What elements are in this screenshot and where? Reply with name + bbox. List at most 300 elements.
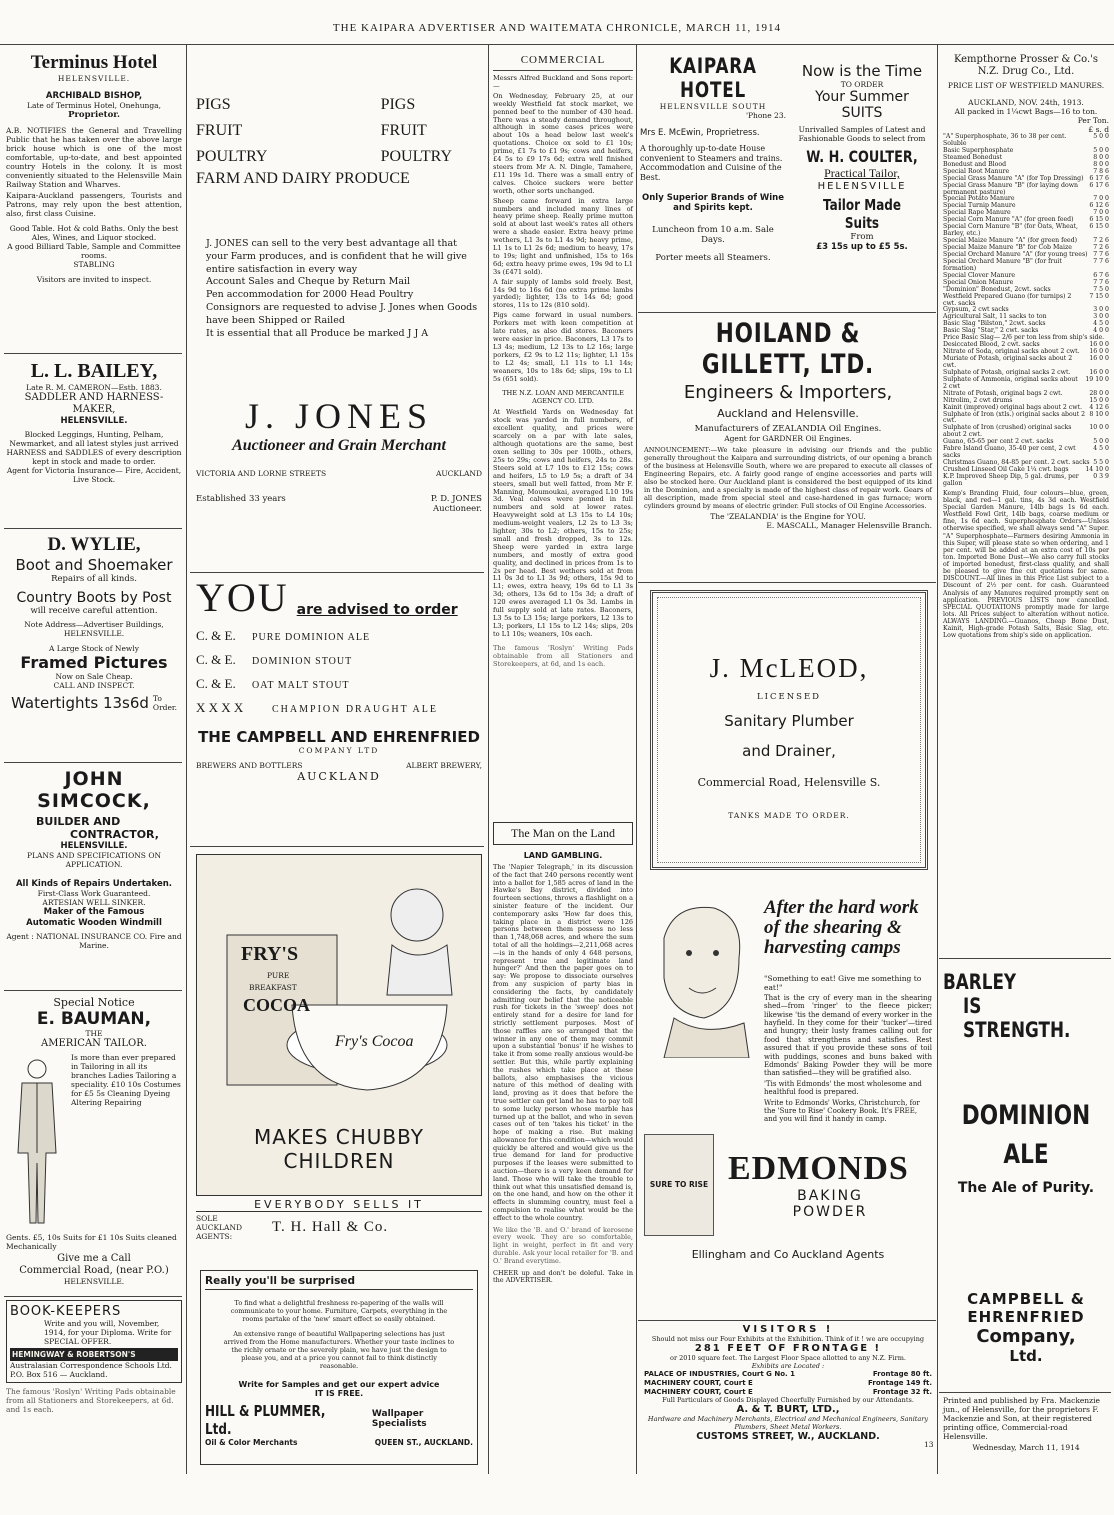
ad-framed: Framed Pictures — [20, 653, 168, 673]
ad-line: or 2010 square feet. The Largest Floor Space allotted to any N.Z. Firm. — [670, 1354, 906, 1362]
manure-row — [943, 474, 1109, 488]
ad-note: Late R. M. CAMERON—Estb. 1883. — [26, 383, 162, 392]
manure-price: 28 0 0 — [1089, 389, 1109, 397]
manure-price: 0 3 9 — [1093, 472, 1109, 480]
ad-footer: The famous 'Roslyn' Writing Pads obtainable from all Stationers and Storekeepers, at 6d. and 1s each. — [6, 1387, 176, 1414]
ad-sinker: ARTESIAN WELL SINKER. — [42, 898, 146, 908]
manure-name: Special Corn Manure "A" (for green feed) — [943, 216, 1074, 224]
manure-name: Westfield Prepared Guano (for turnips) 2 cwt. sacks — [943, 292, 1072, 307]
burt-row-value: Frontage 32 ft. — [872, 1387, 932, 1396]
ad-place: HELENSVILLE — [817, 181, 907, 192]
header-rule — [0, 44, 1114, 45]
manure-price: 7 2 6 — [1093, 244, 1109, 251]
jones-body — [206, 238, 480, 341]
frys-brand: FRY'S — [241, 943, 299, 965]
manure-price: 5 0 0 — [1093, 146, 1109, 154]
manure-name: Special Potato Manure — [943, 195, 1015, 203]
manure-name: Sulphate of Iron (xtls.) original sacks about 2 cwt. — [943, 410, 1086, 425]
ad-surprised: Really you'll be surprised — [205, 1275, 473, 1290]
ad-place: HELENSVILLE. — [63, 1277, 125, 1287]
ad-maker: Maker of the Famous — [43, 907, 145, 918]
ad-body: Good Table. Hot & cold Baths. Only the best Ales, Wines, and Liquor stocked. — [9, 224, 179, 243]
hoiland-gillett-ad — [644, 318, 932, 530]
manure-name: Special Maize Manure "B" for Cob Maize — [943, 244, 1072, 251]
article-subhead: LAND GAMBLING. — [523, 851, 603, 860]
manure-name: Special Maize Manure "A" (for green feed) — [943, 237, 1078, 245]
ad-trade: AMERICAN TAILOR. — [41, 1038, 147, 1050]
manure-name: Crushed Linseed Oil Cake 1¼ cwt. bags — [943, 466, 1069, 473]
article-paragraph: The 'Napier Telegraph,' in its discussion of the fact that 240 persons recently went into a ballot for 1,585 acres of land in the Hawke's Bay district, divided into fourteen sections, throws a flashlight on a sinister feature of the incident. Our contemporary asks 'How far does this, taking place in a district were 126 persons between them possess no less than 1,748,068 acres, and where the sum total of all the holdings—2,211,068 acres—is in the hands of only 4 648 persons, represent true and legitimate land hunger?' And then the paper goes on to say: We propose to dissociate ourselves from any suspicion of party bias in considering the facts, by candidately admitting our belief that the noticeable rush for tickets in the 'sweep' does not entirely stand for a desire for land for strictly settlement purposes. Most of those raffles are so arranged that the winner in any one of them may commit upon a substantial 'bonus' if he wishes to take it from some really anxious would-be settler. But this, while partly explaining the rushes which take place at these ballots, also emphasises the vicious nature of this method of dealing with land, proving as it does that before the true settler can get land he has to pay toll to some lucky person whose marble has turned up at the ballot, and who in seven cases out of ten 'takes his ticket' in the hope of making a rise. But making allowance for this condition—which would quickly be altered and would give us the true demand for land for productive purposes if the leases were submitted to auction—there is a very keen demand for land. Those who will take the trouble to think out what this unsatisfied demand is, on the one hand, and how on the other it effects in slumming country, must feel a compulsion to realise what would be the effect to the whole country. — [493, 863, 633, 1222]
article-intro: Messrs Alfred Buckland and Sons report:— — [493, 74, 633, 90]
manure-price: 7 7 6 — [1093, 278, 1109, 286]
manure-price: 7 8 6 — [1093, 167, 1109, 175]
page-number: 13 — [924, 1440, 934, 1449]
manure-row — [943, 446, 1109, 460]
frys-pure: PURE — [267, 971, 290, 980]
manure-name: Nitrate of Soda, original sacks about 2 cwt. — [943, 348, 1080, 356]
ad-company2: COMPANY LTD — [298, 746, 380, 755]
article-paragraph: At Westfield Yards on Wednesday fat stock was yarded in full numbers, of excellent quality, and prices were scarcely on a par with late sales, although quotations are the same, best oxen selling to 30s per 100lb., others, 25s to 29s; cows and heifers, 24s to 28s. Steers sold at L7 10s to £12 15s; cows and heifers, L5 to L9 5s; a draft of 34 steers, small but well fatted, from Mr F. Manning, Moumoukai, averaged L10 19s 3d. Veal calves were penned in full numbers and sold at lower rates. Heavyweight sold at L3 15s to L4 10s; medium-weight vealers, L2 2s to L3 3s; lighter, 30s to L2; others, 15s to 25s; small and fresh dropped, 3s to 12s. Sheep were yarded in extra large numbers, and mostly of extra good quality, and declined in prices from 1s to 2s per head. Best wethers sold at from L1 0s 3d to L1 3s 9d; others, 15s 9d to L1; ewes, extra heavy, 19s 6d to L1 3s 3d; others, 13s 6d to 15s 3d; a draft of 120 ewes averaged L1 0s 3d. Lambs in full supply sold at late rates. Baconers, L3 5s to L3 15s; large porkers, L2 13s to L3; porkers, L1 15s to L2 14s; slips, 20s to L1 10s; weaners, 10s each. — [493, 408, 633, 638]
jones-line: It is essential that all Produce be marked J J A — [206, 327, 429, 339]
column-rule — [488, 44, 489, 1474]
column-rule — [937, 44, 938, 1474]
manure-price: 6 12 6 — [1089, 202, 1109, 210]
ad-body: An extensive range of beautiful Wallpapering selections has just arrived from the Home manufacturers. Whether your taste inclines to the richly ornate or the severely plain, we have just the design to please you, and at a price you cannot fail to think distinctly reasonable. — [223, 1330, 455, 1370]
commercial-article — [493, 54, 633, 668]
ad-windmill: Automatic Wooden Windmill — [26, 917, 162, 928]
ad-name: P. D. JONES — [430, 494, 482, 504]
manure-price-table — [943, 134, 1109, 488]
manure-row — [943, 294, 1109, 308]
ad-and: and Drainer, — [742, 742, 836, 761]
manure-price: 15 0 0 — [1089, 396, 1109, 404]
ad-title: KAIPARA HOTEL — [669, 54, 757, 102]
manure-price: 7 15 0 — [1089, 292, 1109, 300]
ad-currency: £ s. d — [1088, 125, 1109, 134]
ad-now: Now is the Time — [801, 62, 923, 80]
ad-name: W. H. COULTER, — [806, 147, 918, 166]
ad-trade: SADDLER AND HARNESS-MAKER, — [24, 392, 164, 415]
ad-visitors: VISITORS ! — [742, 1324, 834, 1335]
manure-price: 3 0 0 — [1093, 306, 1109, 314]
ad-notice: Special Notice — [53, 996, 135, 1009]
ad-price: £3 15s up to £5 5s. — [816, 242, 908, 253]
ad-company: THE CAMPBELL AND EHRENFRIED — [198, 728, 480, 746]
manure-name: Nitrolim, 2 cwt drums — [943, 396, 1013, 404]
ad-zealandia: The 'ZEALANDIA' is the Engine for YOU. — [710, 512, 866, 522]
manure-name: Special Grass Manure "A" (for Top Dressing) — [943, 174, 1084, 182]
manure-price: 16 0 0 — [1089, 355, 1109, 362]
jones-ad — [196, 395, 482, 514]
ad-phone: 'Phone 23. — [745, 111, 786, 120]
manure-name: Sulphate of Potash, original sacks 2 cwt. — [943, 368, 1071, 376]
ad-repairs: Repairs of all kinds. — [51, 574, 137, 584]
ad-body: Write and you will, November, 1914, for your Diploma. Write for SPECIAL OFFER. — [44, 1319, 172, 1346]
ad-quote: "Something to eat! Give me something to eat!" — [764, 973, 922, 992]
ad-price-list: PRICE LIST OF WESTFIELD MANURES. — [947, 81, 1105, 90]
manure-price: 19 10 0 — [1085, 375, 1109, 383]
ad-firm: HILL & PLUMMER, Ltd. — [205, 1402, 326, 1439]
farm-dairy-heading: FARM AND DAIRY PRODUCE — [196, 170, 410, 187]
manure-price: 6 17 6 — [1089, 174, 1109, 182]
ad-licensed: LICENSED — [757, 692, 821, 702]
ad-place: HELENSVILLE. — [57, 74, 131, 83]
ad-porter: Porter meets all Steamers. — [655, 253, 771, 264]
pigs-left: FRUIT — [196, 122, 243, 139]
ad-title: E. BAUMAN, — [36, 1009, 152, 1030]
ad-agent: Agent for GARDNER Oil Engines. — [724, 434, 852, 444]
article-note: We like the 'B. and O.' brand of kerosene every week. They are so comfortable, light in weight, perfect in fit and very durable. Ask your local retailer for 'B. and O.' Brand everytime. — [493, 1225, 633, 1265]
ad-advised: are advised to order — [296, 602, 458, 618]
frys-agents: T. H. Hall & Co. — [272, 1219, 389, 1235]
manure-name: "A" Superphosphate, 36 to 38 per cent. Soluble — [943, 133, 1067, 147]
ad-the: THE — [85, 1029, 103, 1039]
ad-name: A. & T. BURT, LTD., — [736, 1404, 840, 1416]
ad-body: A.B. NOTIFIES the General and Travelling Public that he has taken over the above large brick house which is one of the most comfortable, up-to-date, and best appointed country Hotels in the colony. It is most conveniently situated to the Helensville Main Railway Station and Wharves. — [6, 126, 182, 190]
burt-ad — [644, 1324, 932, 1442]
ad-trade: Sanitary Plumber — [724, 712, 854, 731]
ad-sub: Engineers & Importers, — [683, 382, 893, 403]
ad-call: CALL AND INSPECT. — [53, 681, 135, 691]
tailor-figure-illustration — [6, 1053, 68, 1233]
article-paragraph: A fair supply of lambs sold freely. Best, 14s 9d to 16s 6d (no extra prime lambs yarded); lighter, 13s to 14s 6d; good stores, 11s to 12s (810 sold). — [493, 277, 633, 310]
imprint-text: Printed and published by Fra. Mackenzie jun., of Helensville, for the proprietors F. Mackenzie and Son, at their registered printing office, Commercial-road Helensville. — [943, 1396, 1100, 1441]
ad-body: Is more than ever prepared in Tailoring in all its branches Ladies Tailoring a speciality. £10 10s Costumes for £5 5s Cleaning Dyeing Altering Repairing — [71, 1053, 181, 1108]
ad-manager: E. MASCALL, Manager Helensville Branch. — [766, 521, 932, 531]
ad-title: BOOK-KEEPERS — [10, 1304, 122, 1319]
manure-price: 7 2 6 — [1093, 237, 1109, 245]
manure-name: Nitrate of Potash, original bags 2 cwt. — [943, 389, 1063, 397]
manure-price: 8 0 0 — [1093, 160, 1109, 168]
ad-cheap: Now on Sale Cheap. — [55, 672, 133, 682]
ad-trade: Hardware and Machinery Merchants, Electrical and Mechanical Engineers, Sanitary Plumbers, Sheet Metal Workers. — [647, 1415, 929, 1432]
ad-headline: After the hard work of the shearing & harvesting camps — [764, 897, 919, 958]
ad-owner-note: Late of Terminus Hotel, Onehunga, — [26, 101, 162, 111]
manure-price: 4 5 0 — [1093, 445, 1109, 453]
ad-title: JOHN SIMCOCK, — [37, 768, 151, 812]
ad-brewery: ALBERT BREWERY, — [406, 761, 482, 770]
manure-name: Special Root Manure — [943, 167, 1010, 175]
manure-price: 7 5 0 — [1093, 285, 1109, 293]
ad-ale: ALE — [1003, 1139, 1049, 1170]
ad-street: VICTORIA AND LORNE STREETS — [196, 469, 327, 478]
ad-body: Write to Edmonds' Works, Christchurch, for the 'Sure to Rise' Cookery Book. It's FREE, and you will find it handy in camp. — [764, 1098, 920, 1124]
manure-price: 10 0 0 — [1089, 424, 1109, 432]
imprint-date: Wednesday, March 11, 1914 — [972, 1443, 1080, 1452]
edmonds-baking: BAKING — [797, 1187, 863, 1204]
article-note: The famous 'Roslyn' Writing Pads obtainable from all Stationers and Storekeepers, at 6d, and 1s each. — [493, 643, 633, 668]
ad-body: To find what a delightful freshness re-papering of the walls will communicate to your home. Furniture, Carpets, everything in the rooms partake of the 'new' smart effect so easily obtained. — [230, 1299, 448, 1323]
ad-free: IT IS FREE. — [314, 1389, 364, 1399]
baking-powder-tin-illustration — [644, 1134, 714, 1236]
manure-price: 5 0 0 — [1093, 438, 1109, 446]
frys-cocoa-ad — [196, 854, 482, 1241]
ad-body: A thoroughly up-to-date House convenient to Steamers and trains. Accommodation and Cuisine of the Best. — [640, 144, 783, 182]
ad-samples: Unrivalled Samples of Latest and Fashionable Goods to select from — [798, 125, 926, 143]
bookkeepers-ad — [6, 1300, 182, 1414]
ad-suits: SUITS — [841, 105, 883, 121]
manure-name: Bonedust and Blood — [943, 160, 1007, 168]
edmonds-brand: EDMONDS — [728, 1149, 909, 1187]
ad-brand: C. & E. — [196, 676, 236, 691]
ad-place: HELENSVILLE. — [60, 841, 128, 851]
ad-line: IS STRENGTH. — [963, 994, 1071, 1042]
coulter-ad — [790, 62, 934, 252]
ad-brand: C. & E. — [196, 652, 236, 667]
ad-body: Kaipara-Auckland passengers, Tourists and Patrons, may rely upon the best attention, also, first class Cuisine. — [6, 191, 182, 219]
bauman-ad — [6, 996, 182, 1286]
ad-title: Kempthorne Prosser & Co.'s N.Z. Drug Co., Ltd. — [953, 54, 1099, 77]
ad-you: YOU — [196, 575, 289, 620]
imprint — [943, 1396, 1109, 1452]
manure-name: Desiccated Blood, 2 cwt. sacks — [943, 341, 1040, 349]
ad-trade: Boot and Shoemaker — [15, 556, 173, 574]
manure-name: Sulphate of Iron (crushed) original sacks about 2 cwt. — [943, 424, 1072, 439]
kempthorne-ad — [943, 54, 1109, 639]
ad-road: Commercial Road, (near P.O.) — [19, 1265, 169, 1277]
ad-stock: A Large Stock of Newly — [49, 644, 139, 654]
ad-spec: Wallpaper Specialists — [371, 1409, 427, 1430]
ad-from: From — [850, 232, 874, 242]
manure-name: Special Rape Manure — [943, 209, 1011, 217]
manure-price: 7 7 6 — [1093, 257, 1109, 265]
manure-name: Christmas Guano, 84-85 per cent. 2 cwt. sacks — [943, 459, 1090, 467]
ad-packed: All packed in 1¼cwt Bags—16 to ton. — [954, 107, 1098, 116]
manure-price: 16 0 0 — [1089, 368, 1109, 376]
ad-role: Auctioneer. — [433, 504, 482, 515]
ad-write: Write for Samples and get our expert advice — [238, 1380, 440, 1390]
ad-product: PURE DOMINION ALE — [252, 632, 371, 643]
manure-name: Basic Slag "Star," 2 cwt. sacks — [943, 327, 1039, 335]
ad-title: L. L. BAILEY, — [30, 360, 158, 382]
ad-body: A good Billiard Table, Sample and Committee rooms. — [7, 242, 181, 261]
ad-country: Country Boots by Post — [16, 590, 172, 607]
manure-price: 7 7 6 — [1093, 250, 1109, 258]
frys-makes: MAKES CHUBBY CHILDREN — [254, 1125, 424, 1173]
mcleod-ad — [650, 590, 928, 870]
manure-name: Basic Superphosphate — [943, 146, 1014, 154]
ad-trade: BUILDER AND — [36, 815, 121, 828]
jones-line: Pen accommodation for 2000 Head Poultry — [206, 289, 414, 301]
manure-price: 4 5 0 — [1093, 320, 1109, 328]
barley-ad — [943, 970, 1109, 1042]
kaipara-hotel-ad — [640, 54, 786, 264]
ad-ltd: Ltd. — [1009, 1347, 1043, 1365]
frys-breakfast: BREAKFAST — [249, 983, 297, 992]
manure-price: 5 5 0 — [1093, 459, 1109, 467]
manure-name: Guano, 65-65 per cent 2 cwt. sacks — [943, 438, 1054, 446]
terminus-hotel-ad — [6, 52, 182, 284]
ad-attention: will receive careful attention. — [30, 606, 158, 617]
manure-name: Steamed Bonedust — [943, 153, 1003, 161]
ad-to-order: To Order. — [152, 694, 178, 713]
ad-your: Your Summer — [815, 89, 909, 105]
ad-body: Blocked Leggings, Hunting, Pelham, Newmarket, and all latest styles just arrived — [9, 430, 179, 449]
ad-brand: X X X X — [196, 700, 244, 715]
manure-name: Special Onion Manure — [943, 278, 1014, 286]
burt-row-label: MACHINERY COURT, Court E — [644, 1387, 753, 1396]
ad-brand: C. & E. — [196, 628, 236, 643]
manure-name: K.P. Improved Sheep Dip, 5 gal. drums, per gallon — [943, 472, 1079, 487]
manure-price: 14 10 0 — [1085, 466, 1109, 473]
ad-agent: Agent for Victoria Insurance— Fire, Accident, Live Stock. — [6, 466, 182, 485]
manure-price: 7 0 0 — [1093, 195, 1109, 203]
jones-line: Consignors are requested to advise J. Jones when Goods have been Shipped or Railed — [206, 302, 478, 326]
ad-name: CAMPBELL & — [967, 1290, 1085, 1308]
running-head: THE KAIPARA ADVERTISER AND WAITEMATA CHRONICLE, MARCH 11, 1914 — [332, 22, 782, 34]
ad-title: J. JONES — [244, 396, 434, 436]
manure-price: 16 0 0 — [1089, 341, 1109, 349]
ad-owner-role: Proprietor. — [68, 110, 120, 121]
ad-dominion: DOMINION — [961, 1100, 1091, 1131]
bailey-ad — [6, 360, 182, 484]
edmonds-powder: POWDER — [792, 1203, 868, 1220]
pigs-left: POULTRY — [196, 148, 268, 165]
manure-name: Muriate of Potash, original sacks about 2 cwt. — [943, 355, 1073, 369]
manure-row — [943, 425, 1109, 439]
ad-est: Established 33 years — [196, 494, 286, 504]
manure-name: Special Orchard Manure "B" (for fruit formation) — [943, 257, 1062, 272]
ad-product: OAT MALT STOUT — [252, 680, 350, 691]
ad-place: HELENSVILLE. — [60, 416, 128, 426]
ad-notes: Kemp's Branding Fluid, four colours—blue, green, black, and red—1 gal. tins, 4s 3d each. Westfield Special Garden Manure, 14lb bags 1s 6d each. Westfield Fowl Grit, 14lb bags, coarse medium or fine, 1s 6d each. Superphosphate Orders—Unless otherwise specified, we shall always send "A" Super. "A" Superphosphate—Farmers desiring Ammonia in this Super, will please state so when ordering, and 1 per cent. will be added at an extra cost of 10s per ton. Imported Bone Dust—We also carry full stocks of imported bonedust, first-class quality, and shall be pleased to give fine cut quotations for same. DISCOUNT.—All lines in this Price List subject to a Discount of 2½ per cent. for cash. Guaranteed Analysis of any Manures required promptly sent on application. PREVIOUS LISTS now cancelled. SPECIAL QUOTATIONS promptly made for large lots. All Prices subject to alteration without notice. ALWAYS LANDING.—Guanos, Cheap Bone Dust, Kainit, High-grade Potash Salts, Basic Slag, etc. Low quotations from ship's side on application. — [943, 489, 1109, 640]
ad-made: Tailor Made Suits — [822, 196, 902, 232]
manure-name: Fabre Island Guano, 35-40 per cent, 2 cwt sacks — [943, 445, 1076, 460]
ad-tailor: Practical Tailor, — [824, 166, 900, 180]
ad-per-ton: Per Ton. — [1077, 116, 1109, 125]
ad-city: AUCKLAND — [297, 770, 381, 783]
ad-owner: Mrs E. McEwin, Proprietress. — [640, 128, 760, 138]
ad-trade: CONTRACTOR, — [70, 828, 159, 841]
ad-title: J. McLEOD, — [709, 653, 869, 683]
ad-box: P.O. Box 516 — Auckland. — [10, 1370, 108, 1379]
ad-street: QUEEN ST., AUCKLAND. — [374, 1438, 473, 1448]
ad-place: HELENSVILLE SOUTH — [659, 102, 767, 111]
ad-city: AUCKLAND — [435, 469, 482, 478]
ad-body: That is the cry of every man in the shearing shed—from 'ringer' to the fleece picker; likewise 'tis the demand of every worker in the hayfield. In they come for their 'tucker'—tired and hungry; their lusty frames calling out for food that strengthens and satisfies. Rest assured that if you provide these sons of toil with puddings, scones and buns baked with Edmonds' Baking Powder they will be more than satisfied—they will be gratified also. — [764, 993, 932, 1078]
manure-price: 6 17 6 — [1089, 181, 1109, 189]
ad-owner: ARCHIBALD BISHOP, — [45, 91, 143, 101]
ad-full: Full Particulars of Goods Displayed Cheerfully Furnished by our Attendants. — [662, 1396, 914, 1405]
campbell-ehrenfried-ad — [943, 1290, 1109, 1365]
pigs-right: POULTRY — [380, 148, 452, 165]
ad-the: The Ale of Purity. — [957, 1180, 1095, 1196]
burt-row-value: Frontage 149 ft. — [868, 1378, 932, 1387]
ad-body: ANNOUNCEMENT:—We take pleasure in advising our friends and the public generally throughout the Kaipara and surrounding districts, of our opening a branch of the business at Helensville South, where we are prepared to execute all classes of Engineering Repairs, etc. A fairly good range of engine accessories and parts will also be stocked here. Our Auckland plant is considered the best equipped of its kind in the Dominion, and a specialty is made of the highest class of repair work. Gears of all description, made from special steel and case-hardened in gas furnace; worn cylinders ground by means of electric grinder. Full stocks of Oil Engine Accessories. — [644, 446, 932, 510]
ad-frontage: 281 FEET OF FRONTAGE ! — [694, 1343, 882, 1354]
ad-title: HOILAND & GILLETT, LTD. — [701, 318, 875, 380]
manure-price: 8 10 0 — [1089, 410, 1109, 418]
man-on-land-article — [493, 822, 633, 1285]
manure-name: Special Corn Manure "B" (for Oats, Wheat, Barley, etc.) — [943, 223, 1078, 238]
ad-body: 'Tis with Edmonds' the most wholesome and healthful food is prepared. — [764, 1079, 922, 1097]
ad-makers: Manufacturers of ZEALANDIA Oil Engines. — [694, 424, 882, 434]
ad-street: CUSTOMS STREET, W., AUCKLAND. — [696, 1431, 880, 1443]
manure-name: Special Clover Manure — [943, 271, 1016, 279]
pigs-block — [196, 92, 482, 188]
article-note: CHEER up and don't be doleful. Take in the ADVERTISER. — [493, 1268, 633, 1285]
ad-brewers: BREWERS AND BOTTLERS — [196, 761, 303, 770]
frys-everybody: EVERYBODY SELLS IT — [196, 1198, 482, 1212]
ad-product: DOMINION STOUT — [252, 656, 353, 667]
burt-row-value: Frontage 80 ft. — [872, 1370, 932, 1378]
ad-road: Commercial Road, Helensville S. — [697, 776, 881, 790]
manure-price: 5 0 0 — [1093, 133, 1109, 140]
manure-price: 4 0 0 — [1093, 327, 1109, 335]
ad-brands: Only Superior Brands of Wine and Spirits kept. — [642, 192, 784, 213]
manure-row — [943, 412, 1109, 426]
pigs-right: FRUIT — [380, 122, 427, 139]
ad-subtitle: Auctioneer and Grain Merchant — [232, 437, 446, 454]
column-rule — [186, 44, 187, 1474]
ad-repairs: All Kinds of Repairs Undertaken. — [15, 879, 173, 890]
ad-stabling: STABLING — [73, 260, 115, 270]
ad-visitors: Visitors are invited to inspect. — [36, 275, 152, 285]
manure-price: 4 12 6 — [1089, 403, 1109, 411]
article-paragraph: Sheep came forward in extra large numbers and included many lines of heavy prime sheep. Really prime mutton sold at about last week's rates all others were a shade easier. Extra heavy prime wethers, L1 3s to L1 4s 9d; heavy prime, L1 1s to L1 2s 6d; medium to heavy, 17s to 19s; light and unfinished, 15s to 16s 6d; extra heavy prime ewes, 19s 9d to L1 3s (£471 sold). — [493, 196, 633, 276]
jones-line: Account Sales and Cheque by Return Mail — [206, 276, 411, 288]
column-rule — [636, 44, 637, 1474]
ad-watertights: Watertights 13s6d — [11, 694, 149, 713]
manure-name: Special Turnip Manure — [943, 202, 1016, 210]
frys-script: Fry's Cocoa — [335, 1033, 414, 1050]
manure-price: 3 0 0 — [1093, 313, 1109, 321]
frys-cocoa-illustration — [197, 855, 481, 1115]
manure-row — [943, 259, 1109, 273]
ad-address: Note Address—Advertiser Buildings, HELENSVILLE. — [24, 620, 164, 639]
manure-row — [943, 356, 1109, 370]
manure-price: 6 7 6 — [1093, 271, 1109, 279]
ad-place: Auckland and Helensville. — [717, 407, 859, 420]
manure-row — [943, 134, 1109, 148]
ad-suits: Gents. £5, 10s Suits for £1 10s Suits cleaned Mechanically — [6, 1233, 177, 1252]
manure-name: Sulphate of Ammonia, original sacks about 2 cwt — [943, 375, 1078, 390]
article-title: COMMERCIAL — [520, 54, 606, 66]
ad-line: Should not miss our Four Exhibits at the Exhibition. Think of it ! we are occupying — [651, 1335, 925, 1343]
ad-located: Exhibits are Located : — [751, 1362, 825, 1370]
ad-title: D. WYLIE, — [47, 534, 141, 555]
manure-name: "Dominion" Bonedust, 2cwt. sacks — [943, 285, 1051, 293]
hill-plummer-ad — [200, 1270, 478, 1465]
edmonds-ad — [644, 898, 932, 1261]
article-title: The Man on the Land — [493, 822, 633, 845]
pigs-right: PIGS — [380, 96, 416, 113]
ad-body: HARNESS and SADDLES of every description kept in stock and made to order. — [6, 448, 182, 467]
ad-co: Company, — [976, 1326, 1076, 1347]
ad-title: Terminus Hotel — [30, 52, 158, 73]
ad-luncheon: Luncheon from 10 a.m. Sale Days. — [652, 224, 774, 246]
edmonds-agents: Ellingham and Co Auckland Agents — [691, 1247, 885, 1261]
dominion-ale-ad — [943, 1100, 1109, 1196]
manure-name: Gypsum, 2 cwt sacks — [943, 306, 1009, 314]
manure-row — [943, 224, 1109, 238]
ad-call: Give me a Call — [57, 1253, 131, 1265]
manure-row — [943, 377, 1109, 391]
ad-merchants: Oil & Color Merchants — [205, 1438, 298, 1448]
ad-guarantee: First-Class Work Guaranteed. — [37, 889, 151, 899]
manure-name: Special Grass Manure "B" (for laying down permanent pasture) — [943, 181, 1079, 196]
campbell-you-ad — [196, 575, 482, 783]
simcock-ad — [6, 768, 182, 950]
manure-price: 6 15 0 — [1089, 216, 1109, 224]
ad-plans: PLANS AND SPECIFICATIONS ON APPLICATION. — [26, 851, 162, 870]
shearer-face-illustration — [644, 898, 754, 1058]
ad-to-order: TO ORDER — [840, 80, 884, 89]
frys-cocoa: COCOA — [243, 995, 310, 1015]
pigs-left: PIGS — [196, 96, 231, 113]
manure-price: 8 0 0 — [1093, 153, 1109, 161]
ad-name: EHRENFRIED — [967, 1308, 1085, 1326]
